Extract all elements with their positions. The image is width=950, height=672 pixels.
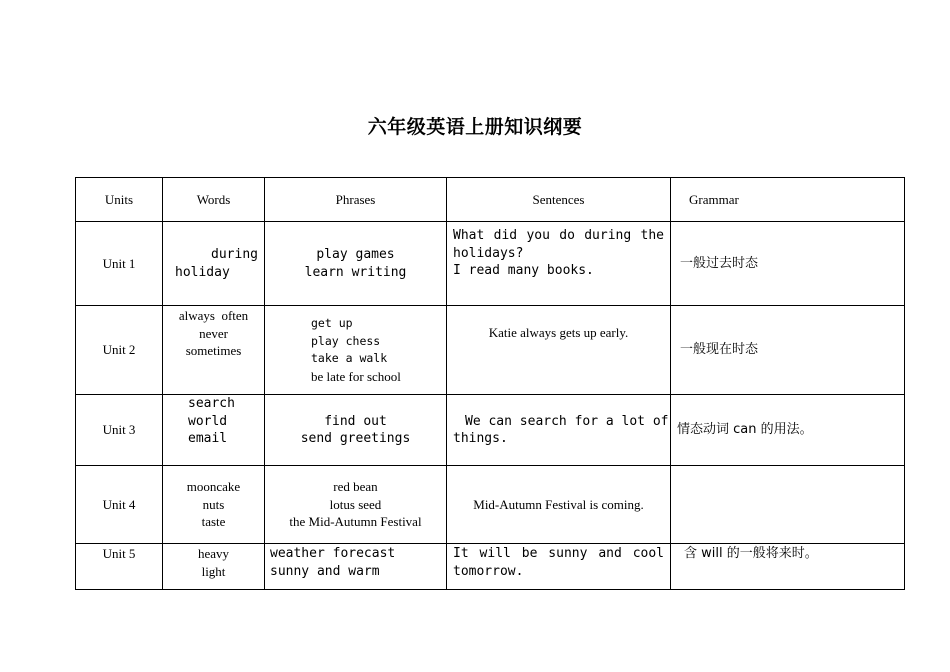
- unit-cell: Unit 2: [76, 306, 163, 395]
- unit-cell: Unit 5: [76, 544, 163, 590]
- sentence: things.: [453, 431, 508, 446]
- sentences-cell: [447, 544, 671, 590]
- words-cell: [163, 544, 265, 590]
- grammar-cell: [671, 466, 905, 544]
- words-cell: [163, 395, 265, 466]
- word: sometimes: [185, 343, 242, 358]
- header-grammar: Grammar: [671, 178, 905, 222]
- phrase: send greetings: [300, 431, 411, 446]
- phrases-cell: [265, 544, 447, 590]
- sentence: tomorrow.: [453, 563, 524, 579]
- phrase: get up: [311, 316, 353, 330]
- word: during: [211, 247, 258, 262]
- page-title: 六年级英语上册知识纲要: [367, 116, 583, 138]
- table-row: [76, 544, 905, 590]
- phrase: the Mid-Autumn Festival: [289, 514, 422, 530]
- phrases-cell: [265, 306, 447, 395]
- word: always often: [178, 308, 249, 323]
- grammar-cell: 一般现在时态: [671, 306, 905, 395]
- phrase: take a walk: [311, 351, 388, 365]
- phrases-cell: [265, 466, 447, 544]
- table-row: [76, 222, 905, 306]
- unit-cell: Unit 3: [76, 395, 163, 466]
- sentence: Katie always gets up early.: [488, 325, 629, 340]
- header-sentences: Sentences: [447, 178, 671, 222]
- word: taste: [201, 514, 226, 530]
- phrase: weather forecast: [270, 546, 396, 561]
- phrase: learn writing: [304, 264, 407, 280]
- sentence: It will be sunny and cool: [453, 546, 664, 561]
- table-row: [76, 306, 905, 395]
- phrases-cell: [265, 395, 447, 466]
- word: light: [201, 563, 226, 579]
- word: mooncake: [186, 479, 241, 495]
- phrase: lotus seed: [329, 496, 382, 512]
- word: email: [188, 431, 228, 446]
- table-row: [76, 466, 905, 544]
- header-words: Words: [163, 178, 265, 222]
- sentences-cell: [447, 222, 671, 306]
- grammar-cell: 含 will 的一般将来时。: [671, 544, 905, 590]
- words-cell: [163, 222, 265, 306]
- word: never: [199, 325, 228, 341]
- word: search: [188, 396, 235, 411]
- sentences-cell: [447, 395, 671, 466]
- phrases-cell: [265, 222, 447, 306]
- header-units: Units: [76, 178, 163, 222]
- sentence: What did you do during the: [453, 228, 664, 243]
- sentence: I read many books.: [453, 263, 594, 278]
- sentence: We can search for a lot of: [465, 413, 669, 429]
- words-cell: [163, 306, 265, 395]
- phrase: find out: [324, 413, 387, 429]
- unit-cell: Unit 1: [76, 222, 163, 306]
- knowledge-outline-table: [75, 177, 905, 590]
- word: holiday: [175, 264, 230, 280]
- table-row: [76, 395, 905, 466]
- word: world: [188, 413, 228, 429]
- phrase: red bean: [333, 479, 378, 495]
- words-cell: [163, 466, 265, 544]
- sentences-cell: [447, 466, 671, 544]
- phrase: play chess: [311, 333, 381, 348]
- sentence: Mid-Autumn Festival is coming.: [473, 496, 644, 512]
- table-header-row: [76, 178, 905, 222]
- grammar-cell: 一般过去时态: [671, 222, 905, 306]
- phrase: play games: [316, 247, 395, 262]
- word: nuts: [202, 496, 225, 512]
- grammar-cell: 情态动词 can 的用法。: [671, 395, 905, 466]
- phrase: sunny and warm: [270, 563, 380, 579]
- sentences-cell: [447, 306, 671, 395]
- unit-cell: Unit 4: [76, 466, 163, 544]
- phrase: be late for school: [311, 368, 401, 384]
- header-phrases: Phrases: [265, 178, 447, 222]
- sentence: holidays?: [453, 245, 524, 261]
- word: heavy: [197, 546, 230, 561]
